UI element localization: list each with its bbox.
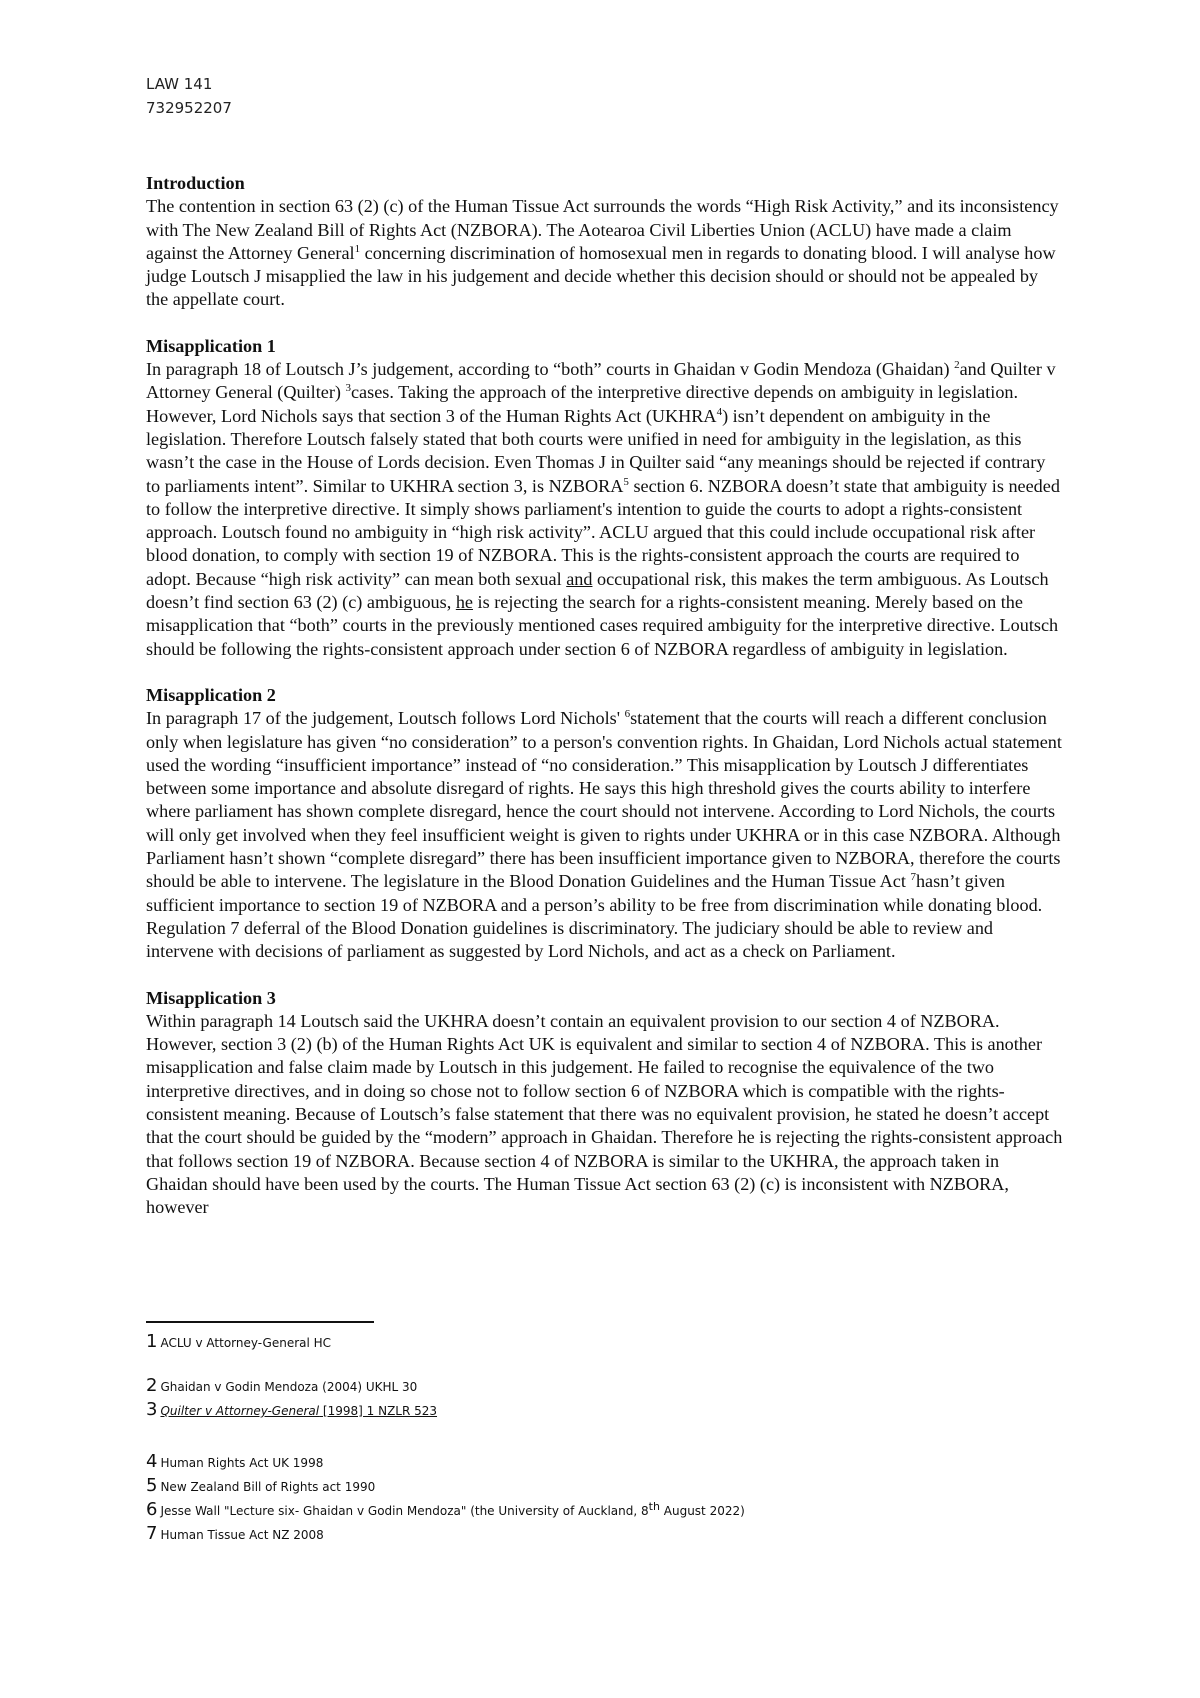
footnote-text: [1998] 1 NZLR 523 <box>319 1404 438 1418</box>
paragraph-text: In paragraph 17 of the judgement, Loutsch follows Lord Nichols' <box>146 708 625 729</box>
footnote-text: Human Tissue Act NZ 2008 <box>160 1528 324 1542</box>
footnote-7 <box>146 1522 1046 1546</box>
footnote-ref: 2 <box>954 359 960 372</box>
footnote-ref: 5 <box>623 475 629 488</box>
section-introduction <box>146 172 1064 312</box>
section-misapplication-1 <box>146 335 1064 661</box>
paragraph-text: ) isn’t dependent on ambiguity in the legislation. Therefore Loutsch falsely stated that both courts were unified in need for ambiguity in the legislation, as this wasn’t the case in the House of Lords decision. Even Thomas J in Quilter said “any meanings should be rejected if contrary to parliaments intent”. Similar to UKHRA section 3, is NZBORA <box>146 405 1046 496</box>
section-paragraph <box>146 358 1064 661</box>
footnote-text: ACLU v Attorney-General HC <box>160 1336 332 1350</box>
page-header <box>146 72 232 120</box>
footnote-number: 1 <box>146 1331 158 1352</box>
footnote-text: Jesse Wall "Lecture six- Ghaidan v Godin Mendoza" (the University of Auckland, 8 <box>160 1504 649 1518</box>
course-code: LAW 141 <box>146 75 213 93</box>
footnote-text: Ghaidan v Godin Mendoza (2004) UKHL 30 <box>160 1380 418 1394</box>
footnote-separator <box>146 1321 374 1323</box>
footnote-ref: 7 <box>910 871 916 884</box>
footnote-number: 7 <box>146 1523 158 1544</box>
footnote-5 <box>146 1474 1046 1498</box>
paragraph-text: cases. Taking the approach of the interpretive directive depends on ambiguity in legislation. However, Lord Nichols says that section 3 of the Human Rights Act (UKHRA <box>146 382 1019 426</box>
underlined-word: he <box>455 592 473 613</box>
student-id: 732952207 <box>146 99 232 117</box>
footnote-ref: 6 <box>624 708 631 721</box>
section-misapplication-2 <box>146 684 1064 964</box>
paragraph-text: section 6. NZBORA doesn’t state that ambiguity is needed to follow the interpretive directive. It simply shows parliament's intention to guide the courts to adopt a rights-consistent approach. Loutsch found no ambiguity in “high risk activity”. ACLU argued that this could include occupational risk after blood donation, to comply with section 19 of NZBORA. This is the rights-consistent approach the courts are required to adopt. Because “high risk activity” can mean both sexual <box>146 475 1060 589</box>
paragraph-text: and Quilter v Attorney General (Quilter) <box>146 359 1056 403</box>
footnote-ref: 3 <box>345 382 351 395</box>
paragraph-text: is rejecting the search for a rights-consistent meaning. Merely based on the misapplication that “both” courts in the previously mentioned cases required ambiguity for the interpretive directive. Loutsch should be following the rights-consistent approach under section 6 of NZBORA regardless of ambiguity in legislation. <box>146 592 1059 659</box>
paragraph-text: hasn’t given sufficient importance to section 19 of NZBORA and a person’s ability to be free from discrimination while donating blood. Regulation 7 deferral of the Blood Donation guidelines is discriminatory. The judiciary should be able to review and intervene with decisions of parliament as suggested by Lord Nichols, and act as a check on Parliament. <box>146 871 1043 962</box>
footnote-text: Human Rights Act UK 1998 <box>160 1456 324 1470</box>
section-heading: Misapplication 3 <box>146 987 276 1008</box>
footnote-1 <box>146 1330 1046 1354</box>
footnote-number: 2 <box>146 1375 158 1396</box>
section-heading: Misapplication 1 <box>146 335 276 356</box>
section-paragraph <box>146 707 1064 963</box>
footnotes <box>146 1330 1046 1546</box>
footnote-2 <box>146 1374 1046 1398</box>
section-paragraph <box>146 195 1064 311</box>
paragraph-text: The contention in section 63 (2) (c) of the Human Tissue Act surrounds the words “High Risk Activity,” and its inconsistency with The New Zealand Bill of Rights Act (NZBORA). The Aotearoa Civil Liberties Union (ACLU) have made a claim against the Attorney General <box>146 196 1059 263</box>
footnote-4 <box>146 1450 1046 1474</box>
section-misapplication-3 <box>146 987 1064 1220</box>
footnote-ref: 1 <box>354 242 361 255</box>
footnote-ref: 4 <box>716 405 723 418</box>
underlined-word: and <box>566 568 593 589</box>
footnote-6 <box>146 1498 1046 1522</box>
essay-body <box>146 172 1064 1242</box>
paragraph-text: In paragraph 18 of Loutsch J’s judgement, according to “both” courts in Ghaidan v Godin Mendoza (Ghaidan) <box>146 359 955 380</box>
footnote-number: 5 <box>146 1475 158 1496</box>
footnote-number: 4 <box>146 1451 158 1472</box>
paragraph-text: occupational risk, this makes the term ambiguous. As Loutsch doesn’t find section 63 (2) (c) ambiguous, <box>146 568 1049 613</box>
footnote-number: 3 <box>146 1399 158 1420</box>
footnote-3 <box>146 1398 1046 1422</box>
section-heading: Introduction <box>146 173 245 193</box>
footnote-number: 6 <box>146 1499 158 1520</box>
section-paragraph: Within paragraph 14 Loutsch said the UKHRA doesn’t contain an equivalent provision to our section 4 of NZBORA. However, section 3 (2) (b) of the Human Rights Act UK is equivalent and similar to section 4 of NZBORA. This is another misapplication and false claim made by Loutsch in this judgement. He failed to recognise the equivalence of the two interpretive directives, and in doing so chose not to follow section 6 of NZBORA which is compatible with the rights-consistent meaning. Because of Loutsch’s false statement that there was no equivalent provision, he stated he doesn’t accept that the court should be guided by the “modern” approach in Ghaidan. Therefore he is rejecting the rights-consistent approach that follows section 19 of NZBORA. Because section 4 of NZBORA is similar to the UKHRA, the approach taken in Ghaidan should have been used by the courts. The Human Tissue Act section 63 (2) (c) is inconsistent with NZBORA, however <box>146 1010 1063 1218</box>
footnote-case-name: Quilter v Attorney-General <box>160 1404 320 1418</box>
paragraph-text: concerning discrimination of homosexual men in regards to donating blood. I will analyse how judge Loutsch J misapplied the law in his judgement and decide whether this decision should or should not be appealed by the appellate court. <box>146 242 1056 310</box>
footnote-superscript: th <box>648 1500 660 1513</box>
footnote-text: August 2022) <box>659 1504 745 1518</box>
footnote-text: New Zealand Bill of Rights act 1990 <box>160 1480 376 1494</box>
paragraph-text: statement that the courts will reach a different conclusion only when legislature has given “no consideration” to a person's convention rights. In Ghaidan, Lord Nichols actual statement used the wording “insufficient importance” instead of “no consideration.” This misapplication by Loutsch J differentiates between some importance and absolute disregard of rights. He says this high threshold gives the courts ability to interfere where parliament has shown complete disregard, hence the court should not intervene. According to Lord Nichols, the courts will only get involved when they feel insufficient weight is given to rights under UKHRA or in this case NZBORA. Although Parliament hasn’t shown “complete disregard” there has been insufficient importance given to NZBORA, therefore the courts should be able to intervene. The legislature in the Blood Donation Guidelines and the Human Tissue Act <box>146 708 1062 892</box>
section-heading: Misapplication 2 <box>146 684 276 705</box>
